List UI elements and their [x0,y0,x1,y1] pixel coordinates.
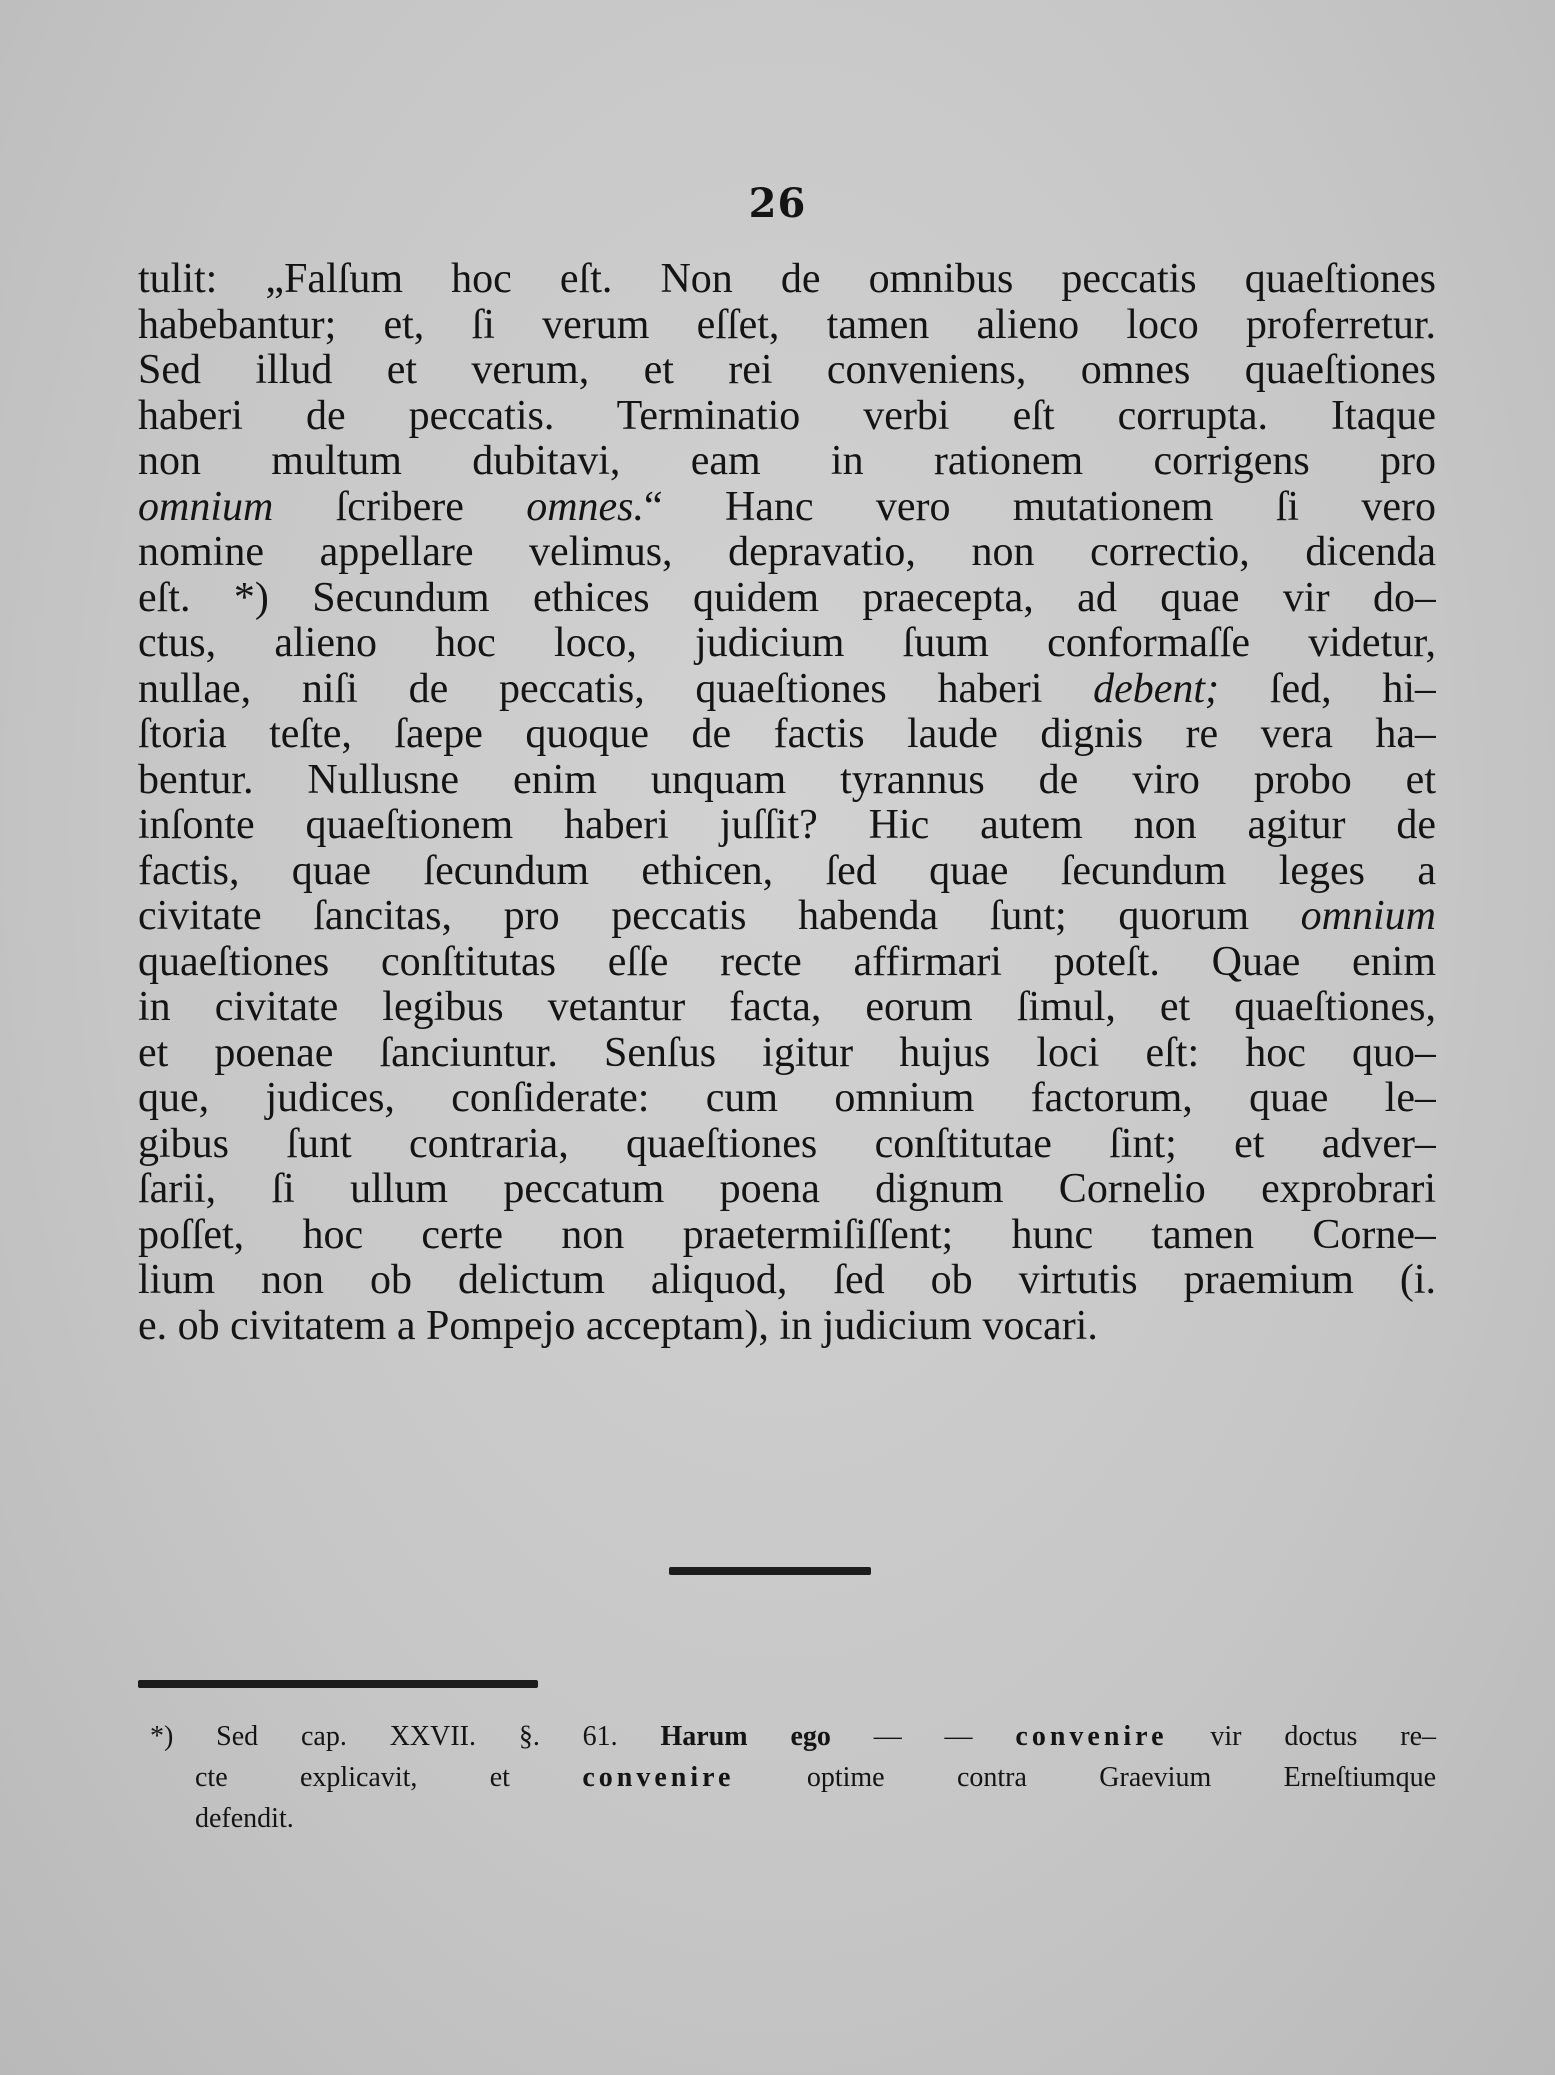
footnote-fragment: vir doctus re– [1167,1721,1437,1752]
text-line: ſarii, ſi ullum peccatum poena dignum Cornelio exprobrari [138,1167,1436,1212]
footnote-marker: *) [150,1721,174,1752]
footnote-line: defendit. [195,1803,294,1834]
text-fragment: civitate ſancitas, pro peccatis habenda ſunt; quorum [138,894,1250,939]
footnote-fragment: Sed cap. XXVII. §. 61. [216,1721,661,1752]
text-fragment: nullae, niſi de peccatis, quaeſtiones haberi [138,666,1094,712]
text-line: ctus, alieno hoc loco, judicium ſuum conformaſſe videtur, [138,621,1436,666]
text-line: non multum dubitavi, eam in rationem corrigens pro [138,439,1436,484]
text-line [138,894,1436,940]
text-fragment: ſed, hi– [1219,666,1436,712]
text-line [138,667,1436,713]
text-line: lium non ob delictum aliquod, ſed ob virtutis praemium (i. [138,1258,1436,1303]
footnote-fragment: convenire [1015,1721,1168,1752]
text-line: poſſet, hoc certe non praetermiſiſſent; hunc tamen Corne– [138,1212,1436,1258]
footnote-line [150,1716,1436,1757]
main-text-block [138,257,1436,1349]
footnote-fragment: cte explicavit, et [195,1762,583,1793]
text-line: Sed illud et verum, et rei conveniens, omnes quaeſtiones [138,348,1436,393]
text-line: habebantur; et, ſi verum eſſet, tamen alieno loco proferretur. [138,302,1436,348]
italic-word: omnium [1300,894,1436,939]
text-line: nomine appellare velimus, depravatio, non correctio, dicenda [138,530,1436,575]
text-line: factis, quae ſecundum ethicen, ſed quae ſecundum leges a [138,848,1436,894]
section-divider [669,1567,871,1575]
text-line: bentur. Nullusne enim unquam tyrannus de viro probo et [138,757,1436,803]
footnote-line [150,1757,1436,1798]
footnote-fragment: Harum ego [660,1721,831,1752]
italic-word: debent; [1093,666,1220,712]
footnote-fragment: — — [830,1721,1016,1752]
page-number: 26 [748,180,807,227]
text-line: ſtoria teſte, ſaepe quoque de factis laude dignis re vera ha– [138,712,1436,757]
text-line: que, judices, conſiderate: cum omnium factorum, quae le– [138,1076,1436,1121]
text-fragment: “ Hanc vero mutationem ſi vero [644,484,1436,530]
text-line: inſonte quaeſtionem haberi juſſit? Hic autem non agitur de [138,803,1436,848]
text-line [138,485,1436,531]
footnote-fragment: convenire [582,1762,735,1793]
footnote-divider [138,1680,538,1688]
italic-word: omnium [138,484,274,530]
text-line: quaeſtiones conſtitutas eſſe recte affirmari poteſt. Quae enim [138,939,1436,985]
italic-word: omnes. [526,484,645,530]
text-fragment: ſcribere [273,484,527,530]
text-line: e. ob civitatem a Pompejo acceptam), in judicium vocari. [138,1303,1098,1349]
text-line: et poenae ſanciuntur. Senſus igitur hujus loci eſt: hoc quo– [138,1030,1436,1076]
text-line: tulit: „Falſum hoc eſt. Non de omnibus peccatis quaeſtiones [138,257,1436,302]
footnote-fragment: optime contra Graevium Erneſtiumque [734,1762,1436,1793]
text-line: eſt. *) Secundum ethices quidem praecepta, ad quae vir do– [138,575,1436,621]
footnote [150,1716,1436,1839]
text-line: gibus ſunt contraria, quaeſtiones conſtitutae ſint; et adver– [138,1121,1436,1167]
text-line: in civitate legibus vetantur facta, eorum ſimul, et quaeſtiones, [138,985,1436,1030]
text-line: haberi de peccatis. Terminatio verbi eſt corrupta. Itaque [138,393,1436,439]
